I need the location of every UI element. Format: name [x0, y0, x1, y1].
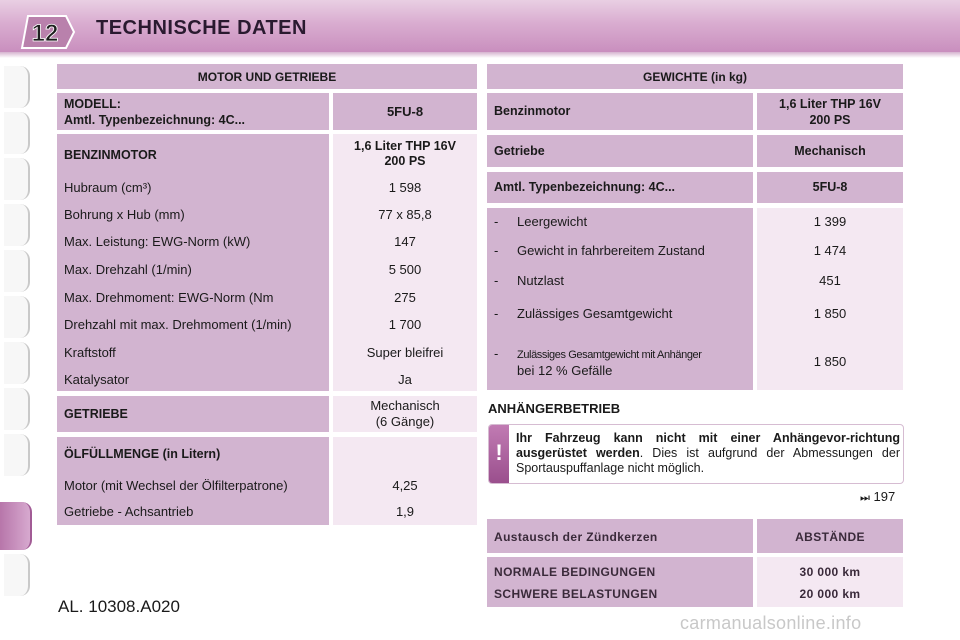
spec-label: Max. Drehmoment: EWG-Norm (Nm — [64, 290, 274, 305]
spec-value: 1 598 — [388, 180, 422, 195]
gearbox-label: GETRIEBE — [57, 396, 329, 432]
weight-label: Gewicht in fahrbereitem Zustand — [517, 243, 705, 258]
spec-label: Hubraum (cm³) — [64, 180, 152, 195]
weight-value: 451 — [819, 273, 841, 288]
spec-label: Max. Leistung: EWG-Norm (kW) — [64, 234, 251, 249]
watermark: carmanualsonline.info — [680, 613, 862, 633]
fast-forward-icon: ⏭ — [860, 492, 870, 504]
chapter-tab[interactable] — [4, 112, 30, 154]
oil-label-column — [57, 437, 329, 525]
weights-engine-label: Benzinmotor — [487, 93, 753, 130]
chapter-tab[interactable] — [4, 158, 30, 200]
spark-row-label: NORMALE BEDINGUNGEN — [494, 565, 656, 579]
model-value: 5FU-8 — [333, 93, 477, 130]
oil-row-value: 4,25 — [392, 478, 418, 493]
spec-value: Ja — [398, 372, 412, 387]
gearbox-value — [333, 396, 477, 432]
towing-title: ANHÄNGERBETRIEB — [488, 401, 621, 416]
weights-engine-value-line2: 200 PS — [809, 113, 851, 127]
chapter-tab-active[interactable] — [0, 502, 32, 550]
spark-value-column — [757, 557, 903, 607]
weight-dash: - — [494, 273, 499, 288]
chapter-tab[interactable] — [4, 554, 30, 596]
motor-table-title: MOTOR UND GETRIEBE — [57, 64, 477, 89]
warning-icon-bar — [489, 425, 509, 483]
spec-value: 77 x 85,8 — [378, 207, 432, 222]
spec-value: 5 500 — [388, 262, 422, 277]
chapter-tab[interactable] — [4, 66, 30, 108]
model-label-line1: MODELL: — [64, 97, 121, 111]
weight-dash: - — [494, 306, 499, 321]
chapter-number: 12 — [31, 20, 59, 47]
chapter-tab[interactable] — [4, 434, 30, 476]
spark-row-label: SCHWERE BELASTUNGEN — [494, 587, 658, 601]
gearbox-value-line1: Mechanisch — [370, 398, 440, 413]
oil-row-label: Getriebe - Achsantrieb — [64, 504, 194, 519]
warning-text-rest: . Dies ist aufgrund der Abmessungen der Sportauspuffanlage nicht möglich. — [516, 446, 900, 475]
weights-label-column — [487, 208, 753, 390]
weights-value-column — [757, 208, 903, 390]
chapter-tab[interactable] — [4, 388, 30, 430]
weight-label-line2: bei 12 % Gefälle — [517, 363, 613, 378]
page-reference[interactable] — [860, 489, 895, 505]
spec-value: Super bleifrei — [366, 345, 444, 360]
engine-value-line2: 200 PS — [384, 154, 426, 168]
page-title: TECHNISCHE DATEN — [96, 17, 307, 39]
weights-engine-value — [757, 93, 903, 130]
weight-dash: - — [494, 243, 499, 258]
spec-label: Drehzahl mit max. Drehmoment (1/min) — [64, 317, 292, 332]
engine-label-column — [57, 134, 329, 391]
page-reference-number: 197 — [873, 489, 896, 504]
weights-gearbox-label: Getriebe — [487, 135, 753, 167]
weight-label: Zulässiges Gesamtgewicht — [517, 306, 673, 321]
weight-label: Nutzlast — [517, 273, 564, 288]
weight-value: 1 399 — [813, 214, 847, 229]
spark-label-column — [487, 557, 753, 607]
weight-label: Leergewicht — [517, 214, 588, 229]
spec-label: Kraftstoff — [64, 345, 116, 360]
exclamation-icon: ! — [495, 440, 503, 465]
spec-label: Bohrung x Hub (mm) — [64, 207, 185, 222]
chapter-tab[interactable] — [4, 296, 30, 338]
chapter-tab[interactable] — [4, 342, 30, 384]
document-code: AL. 10308.A020 — [58, 597, 180, 616]
oil-label: ÖLFÜLLMENGE (in Litern) — [64, 447, 221, 461]
chapter-tab[interactable] — [4, 204, 30, 246]
weight-value: 1 474 — [813, 243, 847, 258]
warning-text — [516, 431, 900, 476]
spark-row-value: 20 000 km — [799, 587, 861, 601]
oil-row-label: Motor (mit Wechsel der Ölfilterpatrone) — [64, 478, 288, 493]
weights-engine-value-line1: 1,6 Liter THP 16V — [779, 97, 881, 111]
engine-value-column — [333, 134, 477, 391]
weights-type-value: 5FU-8 — [757, 172, 903, 203]
weight-dash: - — [494, 214, 499, 229]
chapter-number-badge — [18, 12, 76, 52]
gearbox-value-line2: (6 Gänge) — [375, 414, 435, 429]
engine-label: BENZINMOTOR — [64, 148, 157, 162]
engine-value-line1: 1,6 Liter THP 16V — [354, 139, 456, 153]
spec-value: 275 — [394, 290, 416, 305]
weights-type-label: Amtl. Typenbezeichnung: 4C... — [487, 172, 753, 203]
spec-label: Katalysator — [64, 372, 130, 387]
chapter-tab[interactable] — [4, 250, 30, 292]
weight-dash: - — [494, 346, 499, 361]
oil-row-value: 1,9 — [395, 504, 415, 519]
spec-label: Max. Drehzahl (1/min) — [64, 262, 192, 277]
oil-value-column — [333, 437, 477, 525]
chapter-tabs — [0, 66, 34, 581]
weight-value: 1 850 — [813, 306, 847, 321]
weights-gearbox-value: Mechanisch — [757, 135, 903, 167]
spec-value: 1 700 — [388, 317, 422, 332]
weights-table-title: GEWICHTE (in kg) — [487, 64, 903, 89]
weight-label: Zulässiges Gesamtgewicht mit Anhänger — [517, 349, 702, 361]
spec-value: 147 — [394, 234, 416, 249]
model-label — [57, 93, 329, 130]
weight-value: 1 850 — [813, 354, 847, 369]
model-label-line2: Amtl. Typenbezeichnung: 4C... — [64, 113, 246, 127]
header-shadow — [0, 52, 960, 58]
spark-row-value: 30 000 km — [799, 565, 861, 579]
warning-text-bold: Ihr Fahrzeug kann nicht mit einer Anhängevor-richtung ausgerüstet werden — [516, 431, 900, 460]
spark-header-value: ABSTÄNDE — [757, 519, 903, 553]
spark-header-label: Austausch der Zündkerzen — [487, 519, 753, 553]
